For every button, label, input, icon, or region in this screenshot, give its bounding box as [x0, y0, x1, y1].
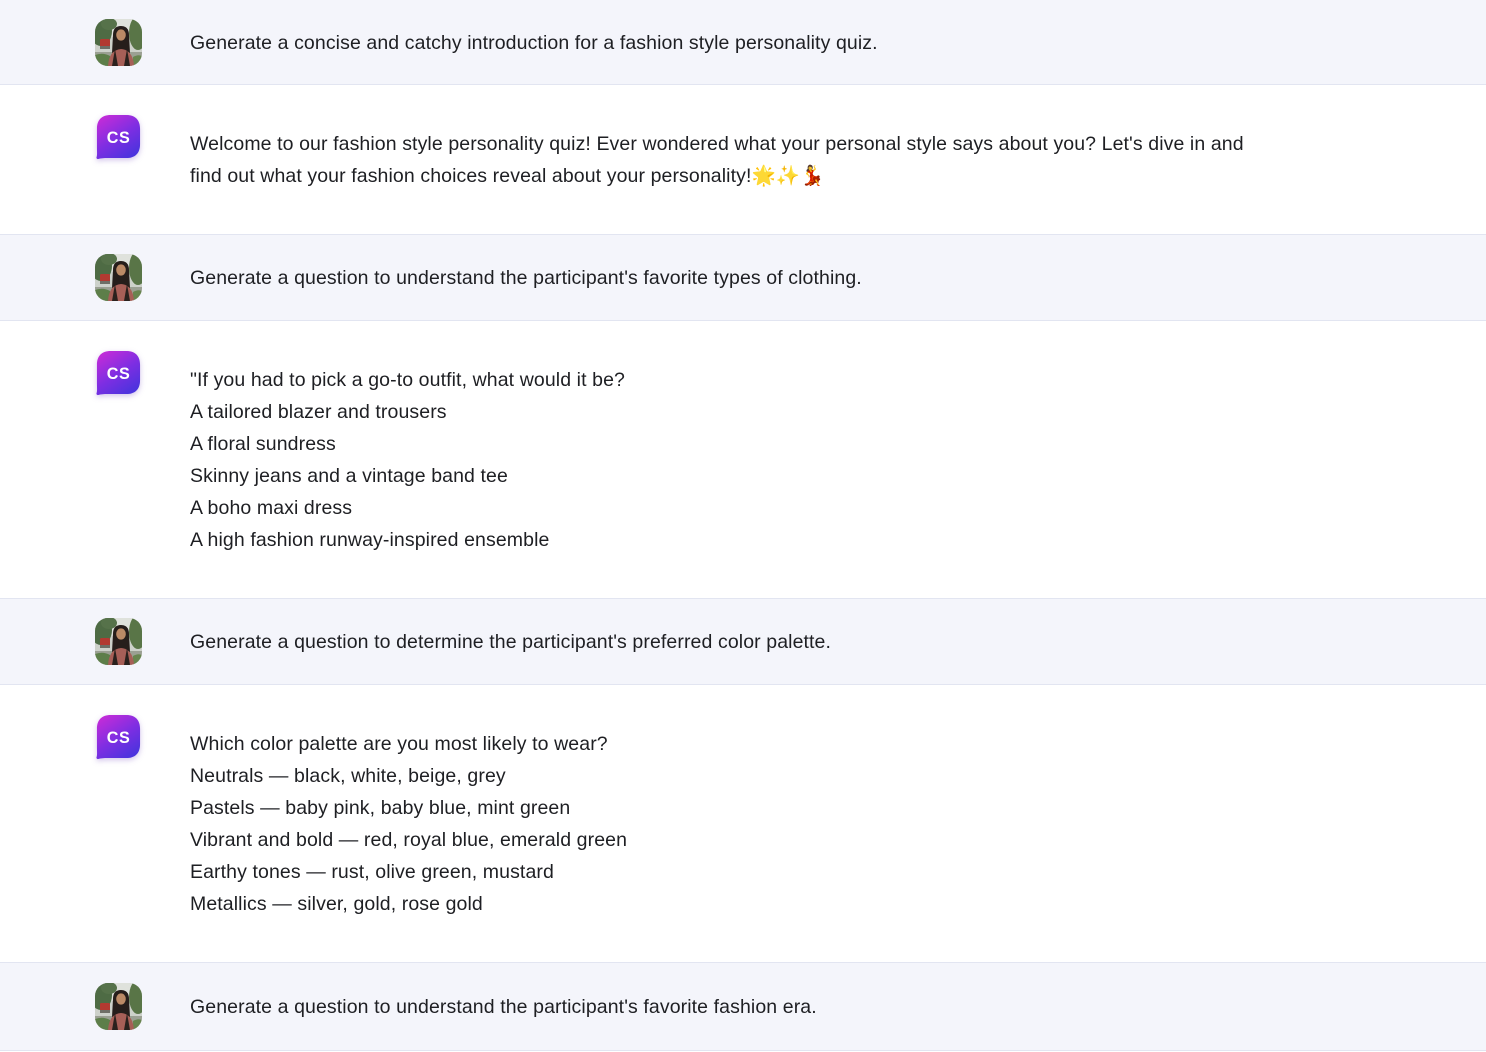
message-line: Earthy tones — rust, olive green, mustard [190, 861, 554, 883]
message-line: A high fashion runway-inspired ensemble [190, 529, 550, 551]
message-line: Which color palette are you most likely to wear? [190, 733, 608, 755]
message-line: Pastels — baby pink, baby blue, mint green [190, 797, 571, 819]
message-line: Welcome to our fashion style personality quiz! Ever wondered what your personal style says about you? Let's dive in and find out what your fashion choices reveal about your personality!🌟✨💃 [190, 133, 1250, 187]
chatsonic-logo-icon [95, 113, 142, 160]
user-avatar [95, 618, 142, 665]
assistant-message-row [0, 685, 1486, 962]
message-line: Vibrant and bold — red, royal blue, emerald green [190, 829, 628, 851]
user-message-text: Generate a question to understand the participant's favorite fashion era. [190, 995, 817, 1018]
message-line: "If you had to pick a go-to outfit, what would it be? [190, 369, 625, 391]
message-line: A floral sundress [190, 433, 336, 455]
user-message-text: Generate a question to understand the participant's favorite types of clothing. [190, 266, 862, 289]
assistant-message-row [0, 321, 1486, 598]
message-line: Metallics — silver, gold, rose gold [190, 893, 483, 915]
user-message-row [0, 962, 1486, 1051]
user-message-row [0, 598, 1486, 685]
user-message-text: Generate a concise and catchy introduction for a fashion style personality quiz. [190, 31, 878, 54]
message-line: Skinny jeans and a vintage band tee [190, 465, 508, 487]
message-line: A boho maxi dress [190, 497, 353, 519]
user-avatar [95, 983, 142, 1030]
chatsonic-logo-icon [95, 349, 142, 396]
message-line: Neutrals — black, white, beige, grey [190, 765, 506, 787]
message-line: A tailored blazer and trousers [190, 401, 447, 423]
assistant-logo-letters: CS [106, 364, 131, 383]
assistant-logo-letters: CS [106, 128, 131, 147]
assistant-message-text [190, 128, 1280, 192]
user-avatar [95, 19, 142, 66]
chatsonic-logo-icon [95, 713, 142, 760]
user-message-text: Generate a question to determine the participant's preferred color palette. [190, 630, 832, 653]
user-avatar [95, 254, 142, 301]
assistant-message-text [190, 364, 625, 556]
user-message-row [0, 0, 1486, 85]
assistant-message-row [0, 85, 1486, 234]
user-message-row [0, 234, 1486, 321]
assistant-message-text [190, 728, 627, 920]
assistant-logo-letters: CS [106, 728, 131, 747]
